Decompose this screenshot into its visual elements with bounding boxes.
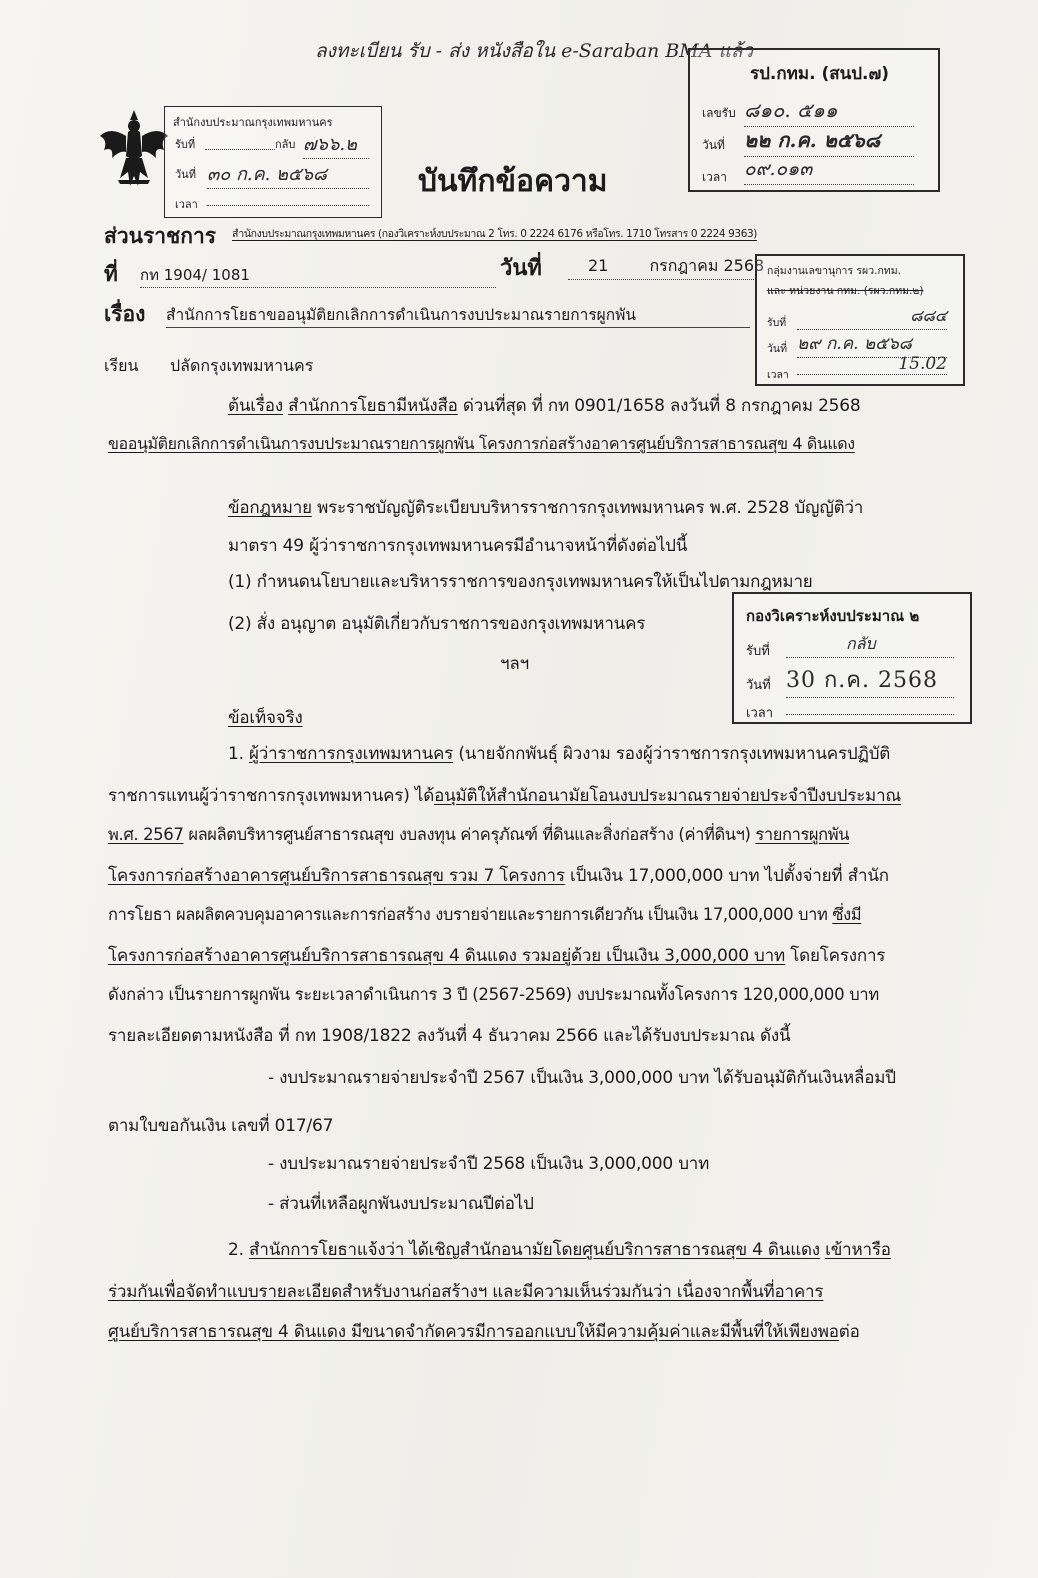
stamp-date-label: วันที่ bbox=[746, 678, 771, 693]
budget-item-remaining: - ส่วนที่เหลือผูกพันงบประมาณปีต่อไป bbox=[268, 1194, 534, 1214]
section-49-line: มาตรา 49 ผู้ว่าราชการกรุงเทพมหานครมีอำนาจหน้าที่ดังต่อไปนี้ bbox=[228, 536, 688, 556]
garuda-emblem-icon bbox=[98, 106, 170, 192]
facts-p1-line5: การโยธา ผลผลิตควบคุมอาคารและการก่อสร้าง งบรายจ่ายและรายการเดียวกัน เป็นเงิน 17,000,000 บาท ซึ่งมี bbox=[108, 905, 862, 924]
stamp-time-value: 15.02 bbox=[797, 354, 947, 375]
ref-label: ที่ bbox=[104, 262, 118, 286]
stamp-date-value: ๒๙ ก.ค. ๒๕๖๘ bbox=[797, 330, 947, 358]
receive-stamp-top-right bbox=[688, 48, 940, 192]
stamp-time-label: เวลา bbox=[746, 706, 774, 721]
receive-stamp-division-2 bbox=[732, 592, 972, 724]
agency-value: สำนักงบประมาณกรุงเทพมหานคร (กองวิเคราะห์งบประมาณ 2 โทร. 0 2224 6176 หรือโทร. 1710 โทรสาร 0 2224 9363) bbox=[232, 228, 757, 240]
stamp-time-label: เวลา bbox=[175, 198, 198, 211]
to-value: ปลัดกรุงเทพมหานคร bbox=[170, 356, 314, 375]
subject-value: สำนักการโยธาขออนุมัติยกเลิกการดำเนินการงบประมาณรายการผูกพัน bbox=[166, 302, 750, 328]
facts-p1-line6: โครงการก่อสร้างอาคารศูนย์บริการสาธารณสุข 4 ดินแดง รวมอยู่ด้วย เป็นเงิน 3,000,000 บาท โดยโครงการ bbox=[108, 946, 886, 966]
stamp-no-label: รับที่ bbox=[175, 138, 196, 151]
budget-item-2568: - งบประมาณรายจ่ายประจำปี 2568 เป็นเงิน 3,000,000 บาท bbox=[268, 1154, 710, 1174]
facts-heading: ข้อเท็จจริง bbox=[228, 708, 303, 728]
stamp-time-label: เวลา bbox=[767, 369, 789, 381]
item-1-line: (1) กำหนดนโยบายและบริหารราชการของกรุงเทพมหานครให้เป็นไปตามกฎหมาย bbox=[228, 572, 813, 592]
stamp-no-value: ๗๖๖.๒ bbox=[303, 129, 369, 159]
facts-p2-line3: ศูนย์บริการสาธารณสุข 4 ดินแดง มีขนาดจำกัดควรมีการออกแบบให้มีความคุ้มค่าและมีพื้นที่ให้เพียงพอต่อ bbox=[108, 1322, 860, 1342]
stamp-no-value: กลับ bbox=[786, 632, 954, 658]
date-month-year: กรกฎาคม 2568 bbox=[649, 256, 765, 275]
facts-p1-line3: พ.ศ. 2567 ผลผลิตบริหารศูนย์สาธารณสุข งบลงทุน ค่าครุภัณฑ์ ที่ดินและสิ่งก่อสร้าง (ค่าที่ดินฯ) รายการผูกพัน bbox=[108, 825, 850, 844]
facts-p1-line7: ดังกล่าว เป็นรายการผูกพัน ระยะเวลาดำเนินการ 3 ปี (2567-2569) งบประมาณทั้งโครงการ 120,000,000 บาท bbox=[108, 985, 879, 1004]
item-2-line: (2) สั่ง อนุญาต อนุมัติเกี่ยวกับราชการของกรุงเทพมหานคร bbox=[228, 614, 646, 634]
date-label: วันที่ bbox=[500, 256, 542, 281]
stamp-date-value: 30 ก.ค. 2568 bbox=[786, 662, 954, 698]
stamp-date-value: ๒๒ ก.ค. ๒๕๖๘ bbox=[744, 124, 914, 157]
stamp-date-value: ๓๐ ก.ค. ๒๕๖๘ bbox=[207, 159, 369, 189]
stamp-date-label: วันที่ bbox=[767, 343, 787, 355]
stamp-no-value: ๘๘๔ bbox=[797, 304, 947, 330]
stamp-title: รป.กทม. (สนป.๗) bbox=[750, 64, 890, 84]
registration-note: ลงทะเบียน รับ - ส่ง หนังสือใน e-Saraban BMA แล้ว bbox=[315, 40, 754, 62]
stamp-no-value: ๘๑๐. ๕๑๑ bbox=[744, 94, 914, 127]
receive-stamp-secretariat bbox=[755, 254, 965, 386]
budget-item-2567-cont: ตามใบขอกันเงิน เลขที่ 017/67 bbox=[108, 1116, 334, 1136]
facts-p1-line2: ราชการแทนผู้ว่าราชการกรุงเทพมหานคร) ได้อนุมัติให้สำนักอนามัยโอนงบประมาณรายจ่ายประจำปีงบประมาณ bbox=[108, 786, 901, 806]
date-day: 21 bbox=[588, 256, 609, 275]
stamp-no-label: เลขรับ bbox=[702, 106, 736, 120]
facts-p2-line2: ร่วมกันเพื่อจัดทำแบบรายละเอียดสำหรับงานก่อสร้างฯ และมีความเห็นร่วมกันว่า เนื่องจากพื้นที่อาคาร bbox=[108, 1282, 824, 1302]
stamp-no-label: รับที่ bbox=[767, 317, 787, 329]
stamp-no-label: รับที่ bbox=[746, 644, 770, 659]
facts-p1-line1: 1. ผู้ว่าราชการกรุงเทพมหานคร (นายจักกพันธุ์ ผิวงาม รองผู้ว่าราชการกรุงเทพมหานครปฏิบัติ bbox=[228, 744, 891, 764]
stamp-time-label: เวลา bbox=[702, 170, 727, 184]
budget-item-2567: - งบประมาณรายจ่ายประจำปี 2567 เป็นเงิน 3,000,000 บาท ได้รับอนุมัติกันเงินหลื่อมปี bbox=[268, 1068, 896, 1088]
stamp-no-mid: กลับ bbox=[275, 138, 296, 151]
facts-p1-line4: โครงการก่อสร้างอาคารศูนย์บริการสาธารณสุข รวม 7 โครงการ เป็นเงิน 17,000,000 บาท ไปตั้งจ่ายที่ สำนัก bbox=[108, 866, 889, 886]
subject-label: เรื่อง bbox=[104, 302, 146, 326]
ref-value: กท 1904/ 1081 bbox=[140, 263, 496, 288]
stamp-line2: และ หน่วยงาน กทม. (รผว.กทม.๒) bbox=[767, 285, 924, 297]
agency-label: ส่วนราชการ bbox=[104, 224, 217, 248]
body-line-2: ขออนุมัติยกเลิกการดำเนินการงบประมาณรายการผูกพัน โครงการก่อสร้างอาคารศูนย์บริการสาธารณสุข 4 ดินแดง bbox=[108, 434, 855, 453]
stamp-date-label: วันที่ bbox=[702, 138, 725, 152]
stamp-date-label: วันที่ bbox=[175, 168, 196, 181]
to-label: เรียน bbox=[104, 356, 139, 375]
receive-stamp-top-left bbox=[164, 106, 382, 218]
body-line-1: ต้นเรื่อง สำนักการโยธามีหนังสือ ด่วนที่สุด ที่ กท 0901/1658 ลงวันที่ 8 กรกฎาคม 2568 bbox=[228, 396, 861, 416]
stamp-title: กองวิเคราะห์งบประมาณ ๒ bbox=[746, 607, 920, 625]
stamp-org: สำนักงบประมาณกรุงเทพมหานคร bbox=[173, 116, 333, 129]
etc-line: ฯลฯ bbox=[500, 654, 529, 674]
legal-basis-line: ข้อกฎหมาย พระราชบัญญัติระเบียบบริหารราชการกรุงเทพมหานคร พ.ศ. 2528 บัญญัติว่า bbox=[228, 498, 864, 518]
date-value-row bbox=[568, 254, 765, 280]
stamp-line1: กลุ่มงานเลขานุการ รผว.กทม. bbox=[767, 265, 901, 277]
stamp-time-value: ๐๙.๐๑๓ bbox=[744, 154, 914, 185]
facts-p1-line8: รายละเอียดตามหนังสือ ที่ กท 1908/1822 ลงวันที่ 4 ธันวาคม 2566 และได้รับงบประมาณ ดังนี้ bbox=[108, 1026, 791, 1046]
facts-p2-line1: 2. สำนักการโยธาแจ้งว่า ได้เชิญสำนักอนามัยโดยศูนย์บริการสาธารณสุข 4 ดินแดง เข้าหารือ bbox=[228, 1240, 891, 1260]
document-title: บันทึกข้อความ bbox=[418, 164, 608, 199]
